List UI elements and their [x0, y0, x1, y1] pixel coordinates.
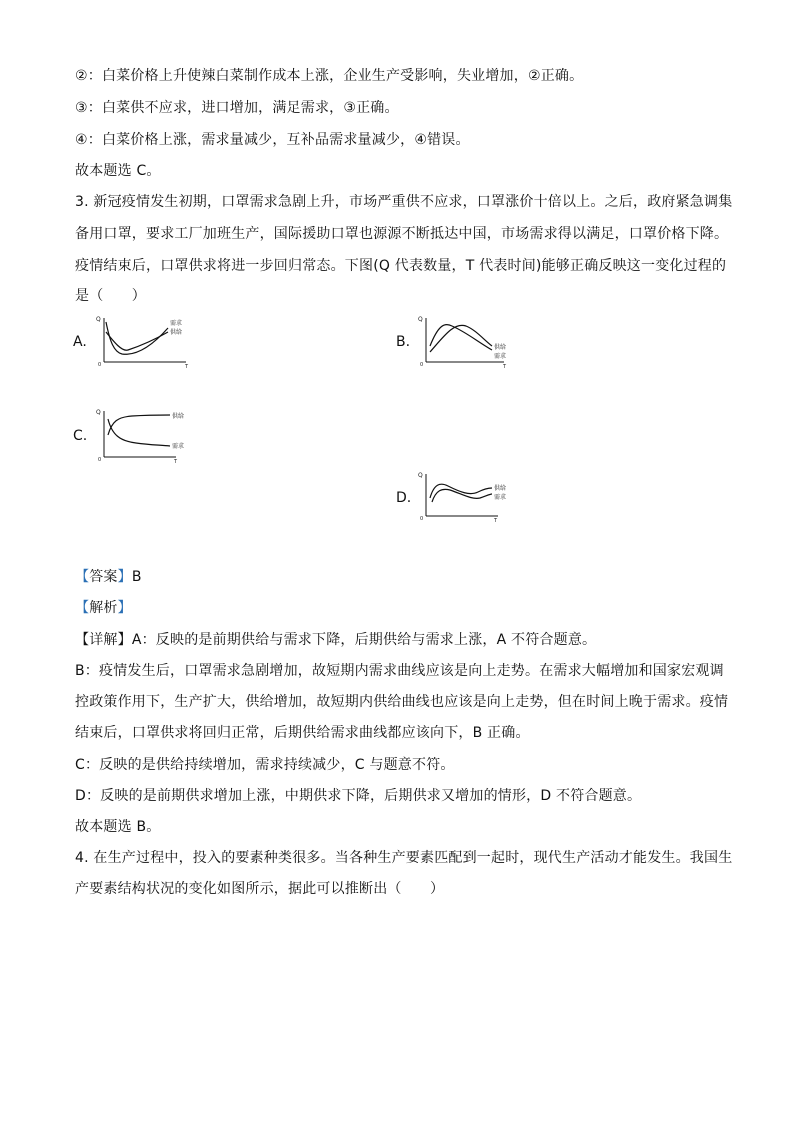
supply-curve [106, 332, 168, 350]
question-4-line: 产要素结构状况的变化如图所示，据此可以推断出（ ） [75, 881, 445, 897]
question-3-line: 是（ ） [75, 288, 146, 304]
t-axis-label: T [503, 364, 507, 370]
origin-label: 0 [98, 362, 102, 368]
demand-curve [432, 489, 492, 502]
question-3-line: 3. 新冠疫情发生初期，口罩需求急剧上升，市场严重供不应求，口罩涨价十倍以上。之后，政府紧急调集 [75, 194, 733, 210]
detail-bracket-open: 【 [75, 632, 90, 648]
analysis-label: 解析 [89, 600, 118, 616]
demand-label: 需求 [170, 320, 183, 327]
question-4-line: 4. 在生产过程中，投入的要素种类很多。当各种生产要素匹配到一起时，现代生产活动才能发生。我国生 [75, 850, 733, 866]
demand-label: 需求 [494, 494, 507, 501]
graph-option-b [414, 312, 514, 370]
detail-label: 详解 [89, 632, 118, 648]
supply-label: 供给 [172, 413, 185, 420]
analysis-bracket-open: 【 [75, 600, 90, 616]
answer-label: 答案 [89, 569, 118, 585]
demand-label: 需求 [172, 443, 185, 450]
explanation-line: C：反映的是供给持续增加，需求持续减少，C 与题意不符。 [75, 757, 455, 773]
explanation-line: 故本题选 B。 [75, 819, 161, 835]
origin-label: 0 [98, 457, 102, 463]
detail-line [75, 630, 596, 650]
q-axis-label: Q [96, 409, 101, 416]
graph-option-c [92, 405, 192, 465]
text-line: ④：白菜价格上涨，需求量减少，互补品需求量减少，④错误。 [75, 132, 470, 148]
graph-option-d [414, 468, 514, 524]
text-line: ③：白菜供不应求，进口增加，满足需求，③正确。 [75, 100, 399, 116]
explanation-line: B：疫情发生后，口罩需求急剧增加，故短期内需求曲线应该是向上走势。在需求大幅增加和国家宏观调 [75, 663, 724, 679]
analysis-heading [75, 598, 132, 618]
supply-label: 供给 [170, 329, 183, 336]
origin-label: 0 [420, 362, 424, 368]
explanation-line: 结束后，口罩供求将回归正常，后期供给需求曲线都应该向下，B 正确。 [75, 725, 530, 741]
t-axis-label: T [494, 518, 498, 524]
supply-curve [108, 415, 170, 435]
demand-curve [108, 419, 170, 446]
supply-label: 供给 [494, 485, 507, 492]
answer-line [75, 567, 142, 587]
q-axis-label: Q [418, 316, 423, 323]
analysis-bracket-close: 】 [117, 600, 132, 616]
origin-label: 0 [420, 516, 424, 522]
t-axis-label: T [174, 459, 178, 465]
demand-label: 需求 [494, 353, 507, 360]
question-3-line: 备用口罩，要求工厂加班生产，国际援助口罩也源源不断抵达中国，市场需求得以满足，口罩价格下降。 [75, 226, 729, 242]
option-d-label: D. [396, 490, 412, 506]
demand-curve [106, 322, 168, 354]
t-axis-label: T [185, 364, 189, 370]
answer-value: B [131, 569, 142, 585]
q-axis-label: Q [96, 316, 101, 323]
option-a-label: A. [73, 334, 87, 350]
detail-bracket-close: 】 [117, 632, 132, 648]
option-b-label: B. [396, 334, 411, 350]
answer-bracket-open: 【 [75, 569, 90, 585]
explanation-line: 控政策作用下，生产扩大，供给增加，故短期内供给曲线也应该是向上走势，但在时间上晚于需求。疫情 [75, 694, 729, 710]
graph-option-a [92, 312, 192, 370]
question-3-line: 疫情结束后，口罩供求将进一步回归常态。下图(Q 代表数量，T 代表时间)能够正确反映这一变化过程的 [75, 258, 727, 274]
q-axis-label: Q [418, 472, 423, 479]
answer-bracket-close: 】 [117, 569, 132, 585]
explanation-line: D：反映的是前期供求增加上涨，中期供求下降，后期供求又增加的情形，D 不符合题意。 [75, 788, 642, 804]
supply-label: 供给 [494, 344, 507, 351]
text-line: 故本题选 C。 [75, 163, 161, 179]
detail-text: A：反映的是前期供给与需求下降，后期供给与需求上涨，A 不符合题意。 [131, 632, 597, 648]
option-c-label: C. [73, 428, 88, 444]
text-line: ②：白菜价格上升使辣白菜制作成本上涨，企业生产受影响，失业增加，②正确。 [75, 68, 584, 84]
